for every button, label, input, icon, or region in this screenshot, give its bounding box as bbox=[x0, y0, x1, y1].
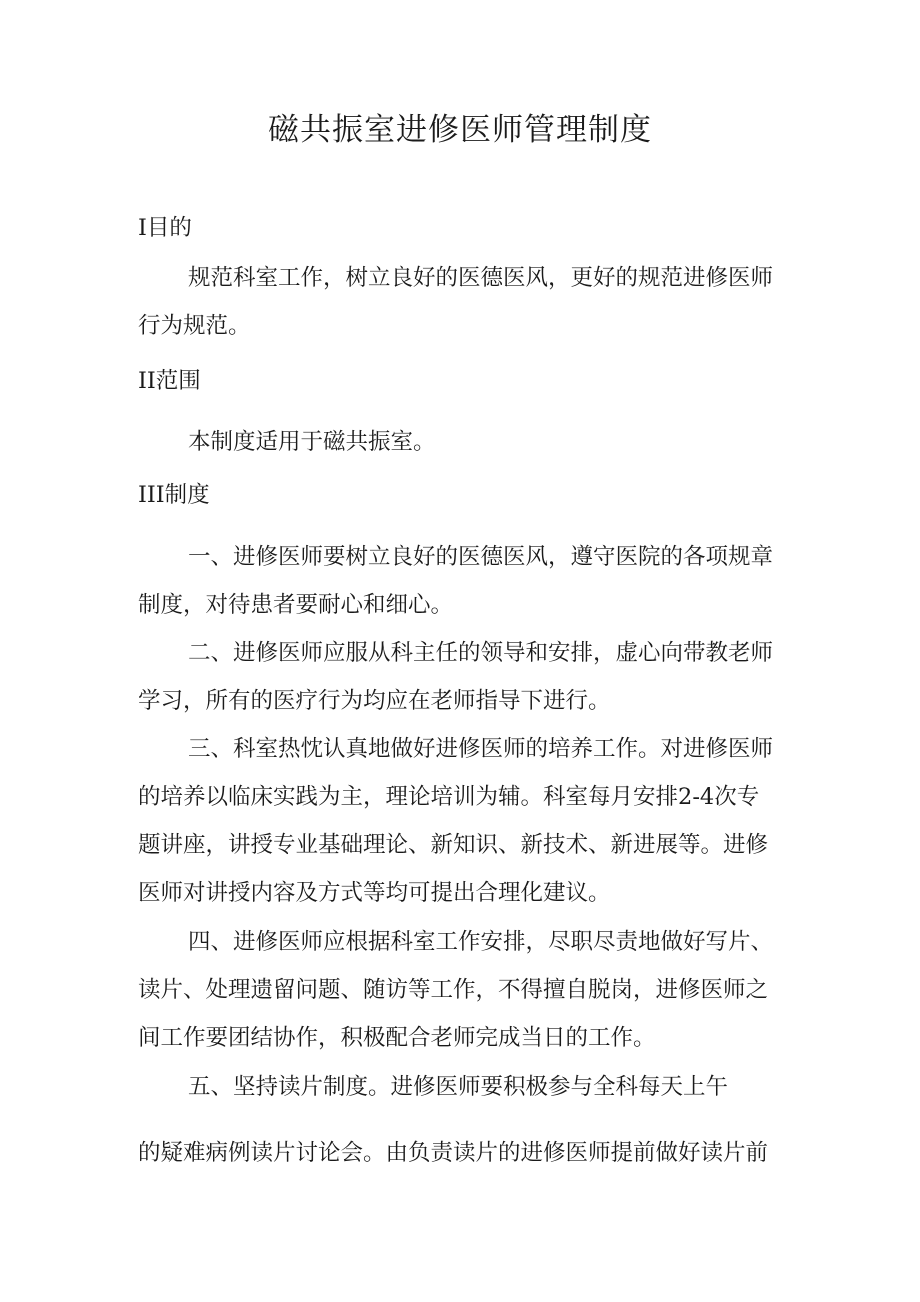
rule-paragraph-line: 一、进修医师要树立良好的医德医风，遵守医院的各项规章 bbox=[188, 544, 774, 570]
rule-paragraph-line: 四、进修医师应根据科室工作安排，尽职尽责地做好写片、 bbox=[188, 929, 774, 955]
rule-paragraph-line: 二、进修医师应服从科主任的领导和安排，虚心向带教老师 bbox=[188, 640, 774, 666]
section-heading-scope: II范围 bbox=[138, 368, 201, 394]
rule-paragraph-line: 三、科室热忱认真地做好进修医师的培养工作。对进修医师 bbox=[188, 736, 774, 762]
purpose-paragraph-line: 规范科室工作，树立良好的医德医风，更好的规范进修医师 bbox=[188, 265, 774, 291]
document-title: 磁共振室进修医师管理制度 bbox=[268, 112, 652, 148]
rule-paragraph-line: 题讲座，讲授专业基础理论、新知识、新技术、新进展等。进修 bbox=[138, 832, 769, 858]
rule-paragraph-line: 的疑难病例读片讨论会。由负责读片的进修医师提前做好读片前 bbox=[138, 1140, 769, 1166]
rule-paragraph-line: 学习，所有的医疗行为均应在老师指导下进行。 bbox=[138, 688, 611, 714]
rule-paragraph-line: 制度，对待患者要耐心和细心。 bbox=[138, 592, 454, 618]
purpose-paragraph-line: 行为规范。 bbox=[138, 313, 251, 339]
scope-paragraph-line: 本制度适用于磁共振室。 bbox=[188, 429, 436, 455]
rule-paragraph-line: 五、坚持读片制度。进修医师要积极参与全科每天上午 bbox=[188, 1074, 729, 1100]
rule-paragraph-line: 医师对讲授内容及方式等均可提出合理化建议。 bbox=[138, 880, 611, 906]
rule-paragraph-line: 读片、处理遗留问题、随访等工作，不得擅自脱岗，进修医师之 bbox=[138, 977, 769, 1003]
section-heading-rules: III制度 bbox=[138, 482, 210, 508]
rule-paragraph-line: 间工作要团结协作，积极配合老师完成当日的工作。 bbox=[138, 1025, 656, 1051]
section-heading-purpose: I目的 bbox=[138, 215, 192, 241]
rule-paragraph-line: 的培养以临床实践为主，理论培训为辅。科室每月安排2-4次专 bbox=[138, 784, 760, 810]
